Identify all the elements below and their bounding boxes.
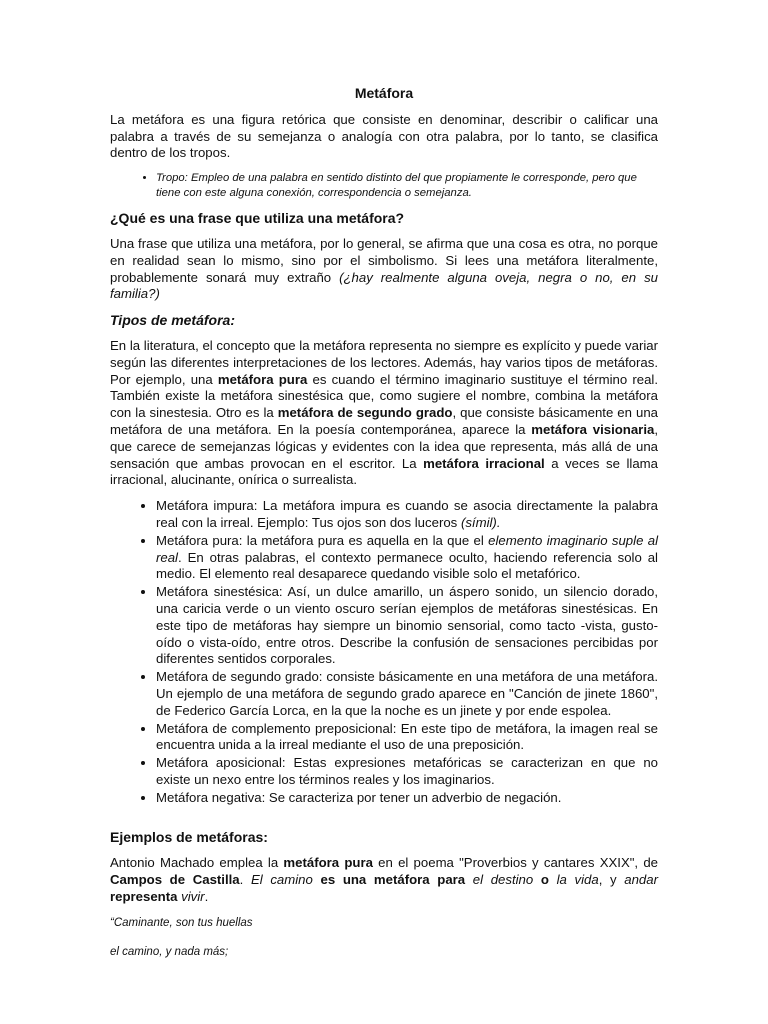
- ej-italic-5: vivir: [181, 888, 205, 904]
- ej-text-4: , y: [598, 872, 617, 888]
- item-italic: elemento imaginario suple al real: [156, 532, 658, 565]
- tipos-heading: Tipos de metáfora:: [110, 312, 235, 329]
- tipos-bold-irracional: metáfora irracional: [423, 455, 545, 471]
- tropo-note-list: [110, 171, 658, 201]
- list-item: [156, 669, 658, 719]
- item-text: Metáfora impura: La metáfora impura es cuando se asocia directamente la palabra real con la irreal. Ejemplo: Tus ojos son dos luceros: [156, 498, 658, 530]
- ej-bold-2: Campos de Castilla: [110, 872, 240, 888]
- item-text: Metáfora aposicional: Estas expresiones metafóricas se caracterizan en que no existe un nexo entre los términos reales y los imaginarios.: [156, 755, 658, 787]
- tipos-text-3: , que consiste básicamente en una metáfora de una metáfora. En la poesía contemporánea, aparece la: [110, 405, 658, 437]
- poem-line: “Caminante, son tus huellas: [110, 916, 253, 929]
- types-list: [110, 498, 658, 806]
- item-text-post: . En otras palabras, el contexto permanece oculto, haciendo referencia solo al medio. El elemento real desaparece quedando visible solo el metafórico.: [156, 549, 658, 582]
- ejemplos-paragraph: [110, 855, 658, 905]
- tipos-bold-pura: metáfora pura: [217, 371, 308, 387]
- ej-bold-5: representa: [110, 888, 178, 904]
- ej-italic-2: el destino: [472, 872, 534, 888]
- ej-text-1: Antonio Machado emplea la: [110, 855, 279, 871]
- list-item: [156, 498, 658, 532]
- ejemplos-heading: Ejemplos de metáforas:: [110, 829, 268, 846]
- tipos-bold-visionaria: metáfora visionaria: [531, 421, 655, 437]
- ej-bold-4: o: [540, 872, 549, 888]
- tipos-text-4: , que carece de semejanzas lógicas y evidentes con la idea que representa, más allá de una sensación que ambas provocan en el escritor. La: [110, 421, 658, 471]
- list-item: [156, 790, 658, 807]
- ej-bold-3: es una metáfora para: [320, 872, 466, 888]
- ej-text-2: en el poema "Proverbios y cantares XXIX", de: [378, 855, 658, 871]
- tipos-text-1: En la literatura, el concepto que la metáfora representa no siempre es explícito y puede variar según las diferentes interpretaciones de los lectores. Además, hay varios tipos de metáforas. Por ejemplo, una: [110, 337, 658, 387]
- intro-paragraph: La metáfora es una figura retórica que consiste en denominar, describir o calificar una palabra a través de su semejanza o analogía con otra palabra, por lo tanto, se clasifica dentro de los tropos.: [110, 111, 658, 161]
- item-text: Metáfora de complemento preposicional: En este tipo de metáfora, la imagen real se encuentra unida a la irreal mediante el uso de una preposición.: [156, 720, 658, 753]
- question-text: Una frase que utiliza una metáfora, por lo general, se afirma que una cosa es otra, no porque en realidad sean lo mismo, sino por el simbolismo. Si lees una metáfora literalmente, probablemente sonará muy extraño: [110, 235, 658, 285]
- document-body: [110, 85, 658, 974]
- item-italic: (símil).: [460, 514, 501, 530]
- tipos-paragraph: [110, 338, 658, 489]
- ej-italic-4: andar: [624, 872, 658, 888]
- tropo-note: • Tropo: Empleo de una palabra en sentido distinto del que propiamente le corresponde, pero que tiene con este alguna conexión, correspondencia o semejanza.: [156, 171, 658, 201]
- spacer: [110, 815, 658, 829]
- ej-bold-1: metáfora pura: [283, 855, 373, 871]
- question-example: (¿hay realmente alguna oveja, negra o no, en su familia?): [110, 269, 659, 302]
- item-text: Metáfora pura: la metáfora pura es aquella en la que el: [156, 532, 484, 548]
- list-item: [156, 755, 658, 789]
- item-text: Metáfora sinestésica: Así, un dulce amarillo, un áspero sonido, un silencio dorado, una caricia verde o un viento oscuro serían ejemplos de metáforas sinestésicas. En este tipo de metáforas hay siempre un binomio sensorial, como tacto -vista, gusto-oído o vista-oído, entre otros. Describe la confusión de sensaciones percibidas por diferentes sentidos corporales.: [156, 584, 658, 667]
- ej-italic-1: El camino: [250, 872, 313, 888]
- page-title: Metáfora: [354, 85, 414, 101]
- question-paragraph: [110, 236, 658, 303]
- list-item: [156, 721, 658, 755]
- tipos-bold-segundo-grado: metáfora de segundo grado: [277, 405, 453, 421]
- poem-line: el camino, y nada más;: [110, 946, 229, 959]
- ej-italic-3: la vida: [556, 872, 599, 888]
- item-text: Metáfora de segundo grado: consiste básicamente en una metáfora de una metáfora. Un ejemplo de una metáfora de segundo grado aparece en "Canción de jinete 1860", de Federico García Lorca, en la que la noche es un jinete y por ende espolea.: [156, 669, 658, 718]
- list-item: [156, 533, 658, 583]
- tipos-text-5: a veces se llama irracional, alucinante, onírica o surrealista.: [110, 455, 658, 488]
- question-heading: ¿Qué es una frase que utiliza una metáfora?: [110, 210, 405, 227]
- ej-text-5: .: [204, 888, 209, 904]
- ej-text-3: .: [239, 872, 244, 888]
- list-item: [156, 584, 658, 668]
- item-text: Metáfora negativa: Se caracteriza por tener un adverbio de negación.: [156, 789, 562, 805]
- tipos-text-2: es cuando el término imaginario sustituye el término real. También existe la metáfora sinestésica que, como sugiere el nombre, combina la metáfora con la sinestesia. Otro es la: [110, 371, 659, 421]
